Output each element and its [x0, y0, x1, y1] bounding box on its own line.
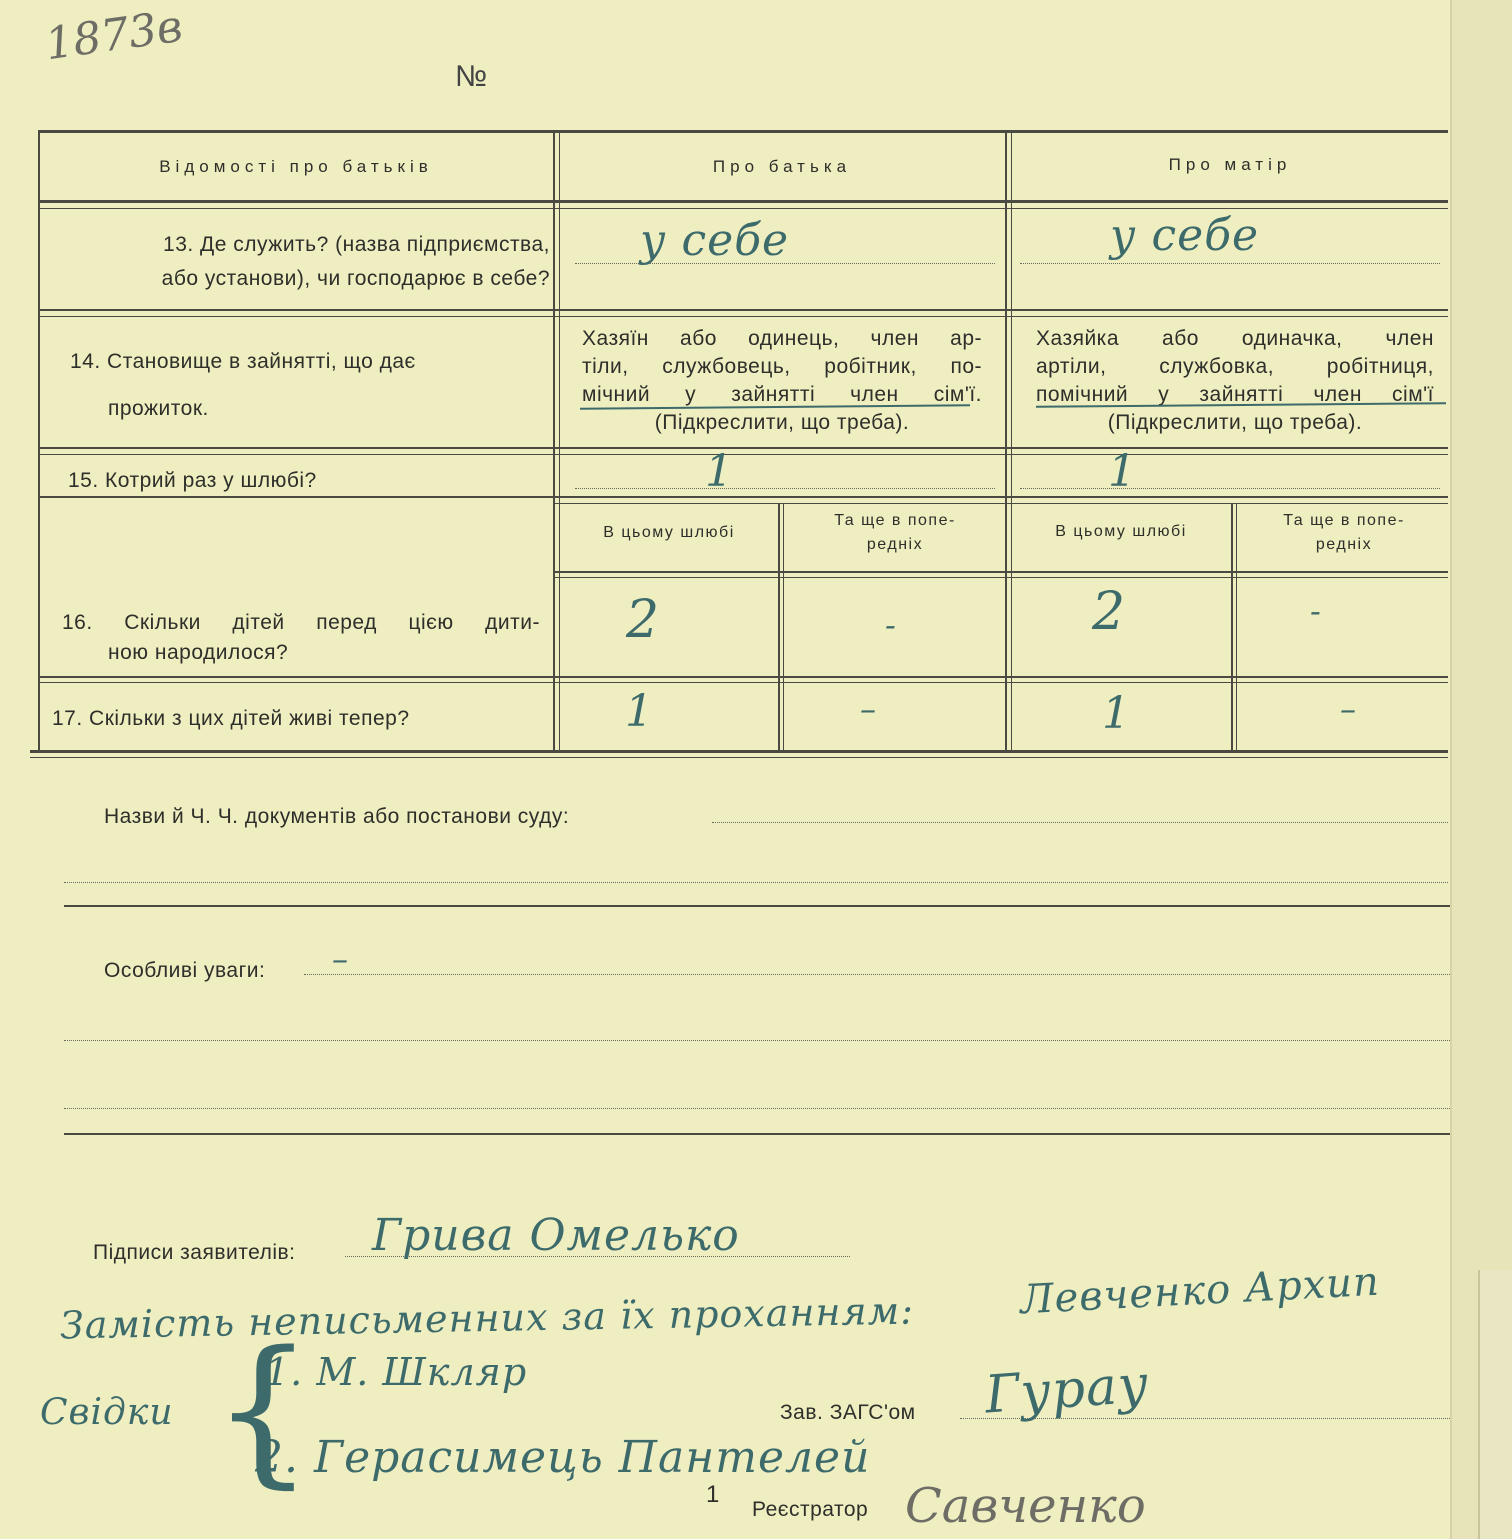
q14-line2: прожиток. — [108, 397, 209, 420]
registrar-label: Реєстратор — [752, 1498, 869, 1521]
q17-father-prev: – — [860, 690, 876, 728]
zags-label: Зав. ЗАГС'ом — [780, 1401, 916, 1424]
q14-line1: 14. Становище в зайнятті, що дає — [70, 350, 416, 373]
witnesses-word: Свідки — [40, 1392, 174, 1433]
q17-question: 17. Скільки з цих дітей живі тепер? — [52, 707, 410, 730]
remarks-label: Особливі уваги: — [104, 959, 266, 982]
q16-mother-prev: - — [1310, 592, 1321, 630]
q14-mother-line4: (Підкреслити, що треба). — [1107, 411, 1363, 434]
q14-mother-line2: артіли, службовка, робітниця, — [1036, 355, 1434, 378]
q14-mother-line1: Хазяйка або одиначка, член — [1036, 327, 1434, 350]
q13-father-answer: у себе — [640, 215, 790, 266]
header-mother: Про матір — [1168, 155, 1292, 174]
witness-signature-right: Левченко Архип — [1019, 1258, 1381, 1324]
witness-2: 2. Герасимець Пантелей — [255, 1432, 871, 1483]
witness-1: 1. М. Шкляр — [265, 1350, 528, 1394]
father-previous-header-line2: редніх — [866, 536, 924, 553]
documents-label: Назви й Ч. Ч. документів або постанови суду: — [104, 805, 570, 828]
handwritten-note: Замість неписьменних за їх проханням: — [59, 1288, 915, 1348]
paper-edge-lower — [1478, 1270, 1512, 1539]
father-previous-header-line1: Та ще в попе- — [834, 512, 956, 529]
q15-question: 15. Котрий раз у шлюбі? — [68, 469, 317, 492]
q14-father-line2: тіли, службовець, робітник, по- — [582, 355, 982, 378]
q16-father-this: 2 — [626, 590, 661, 650]
mother-this-marriage-header: В цьому шлюбі — [1055, 523, 1187, 540]
q17-father-this: 1 — [625, 686, 654, 737]
q14-father-line1: Хазяїн або одинець, член ар- — [582, 327, 982, 350]
remarks-value: – — [332, 940, 348, 978]
zags-signature: Гурау — [983, 1354, 1151, 1426]
mother-previous-header-line1: Та ще в попе- — [1283, 512, 1405, 529]
q17-mother-this: 1 — [1102, 688, 1131, 739]
q16-father-prev: - — [885, 606, 896, 644]
q15-father-answer: 1 — [705, 446, 734, 497]
q13-mother-answer: у себе — [1110, 210, 1260, 261]
registrar-signature: Савченко — [905, 1478, 1146, 1534]
q14-father-line3: мічний у зайнятті член сім'ї. — [582, 383, 982, 406]
q14-mother-line3: помічний у зайнятті член сім'ї — [1036, 383, 1434, 406]
brace-mark: { — [212, 1316, 314, 1503]
q15-mother-answer: 1 — [1108, 446, 1137, 497]
header-parents-info: Відомості про батьків — [159, 157, 433, 176]
archive-mark: 1873в — [42, 0, 186, 71]
q16-line2: ною народилося? — [108, 641, 289, 664]
q16-line1: 16. Скільки дітей перед цією дити- — [62, 611, 540, 634]
q13-line1: 13. Де служить? (назва підприємства, — [163, 233, 550, 256]
mother-previous-header-line2: редніх — [1315, 536, 1373, 553]
signatures-label: Підписи заявителів: — [93, 1241, 296, 1264]
q13-line2: або установи), чи господарює в себе? — [161, 267, 550, 290]
q17-mother-prev: – — [1340, 690, 1356, 728]
father-this-marriage-header: В цьому шлюбі — [603, 524, 735, 541]
header-father: Про батька — [712, 157, 852, 176]
registrar-number: 1 — [706, 1481, 720, 1508]
number-sign: № — [455, 60, 488, 93]
q14-father-line4: (Підкреслити, що треба). — [654, 411, 910, 434]
applicant-signature: Грива Омелько — [372, 1210, 740, 1261]
q16-mother-this: 2 — [1092, 582, 1127, 642]
